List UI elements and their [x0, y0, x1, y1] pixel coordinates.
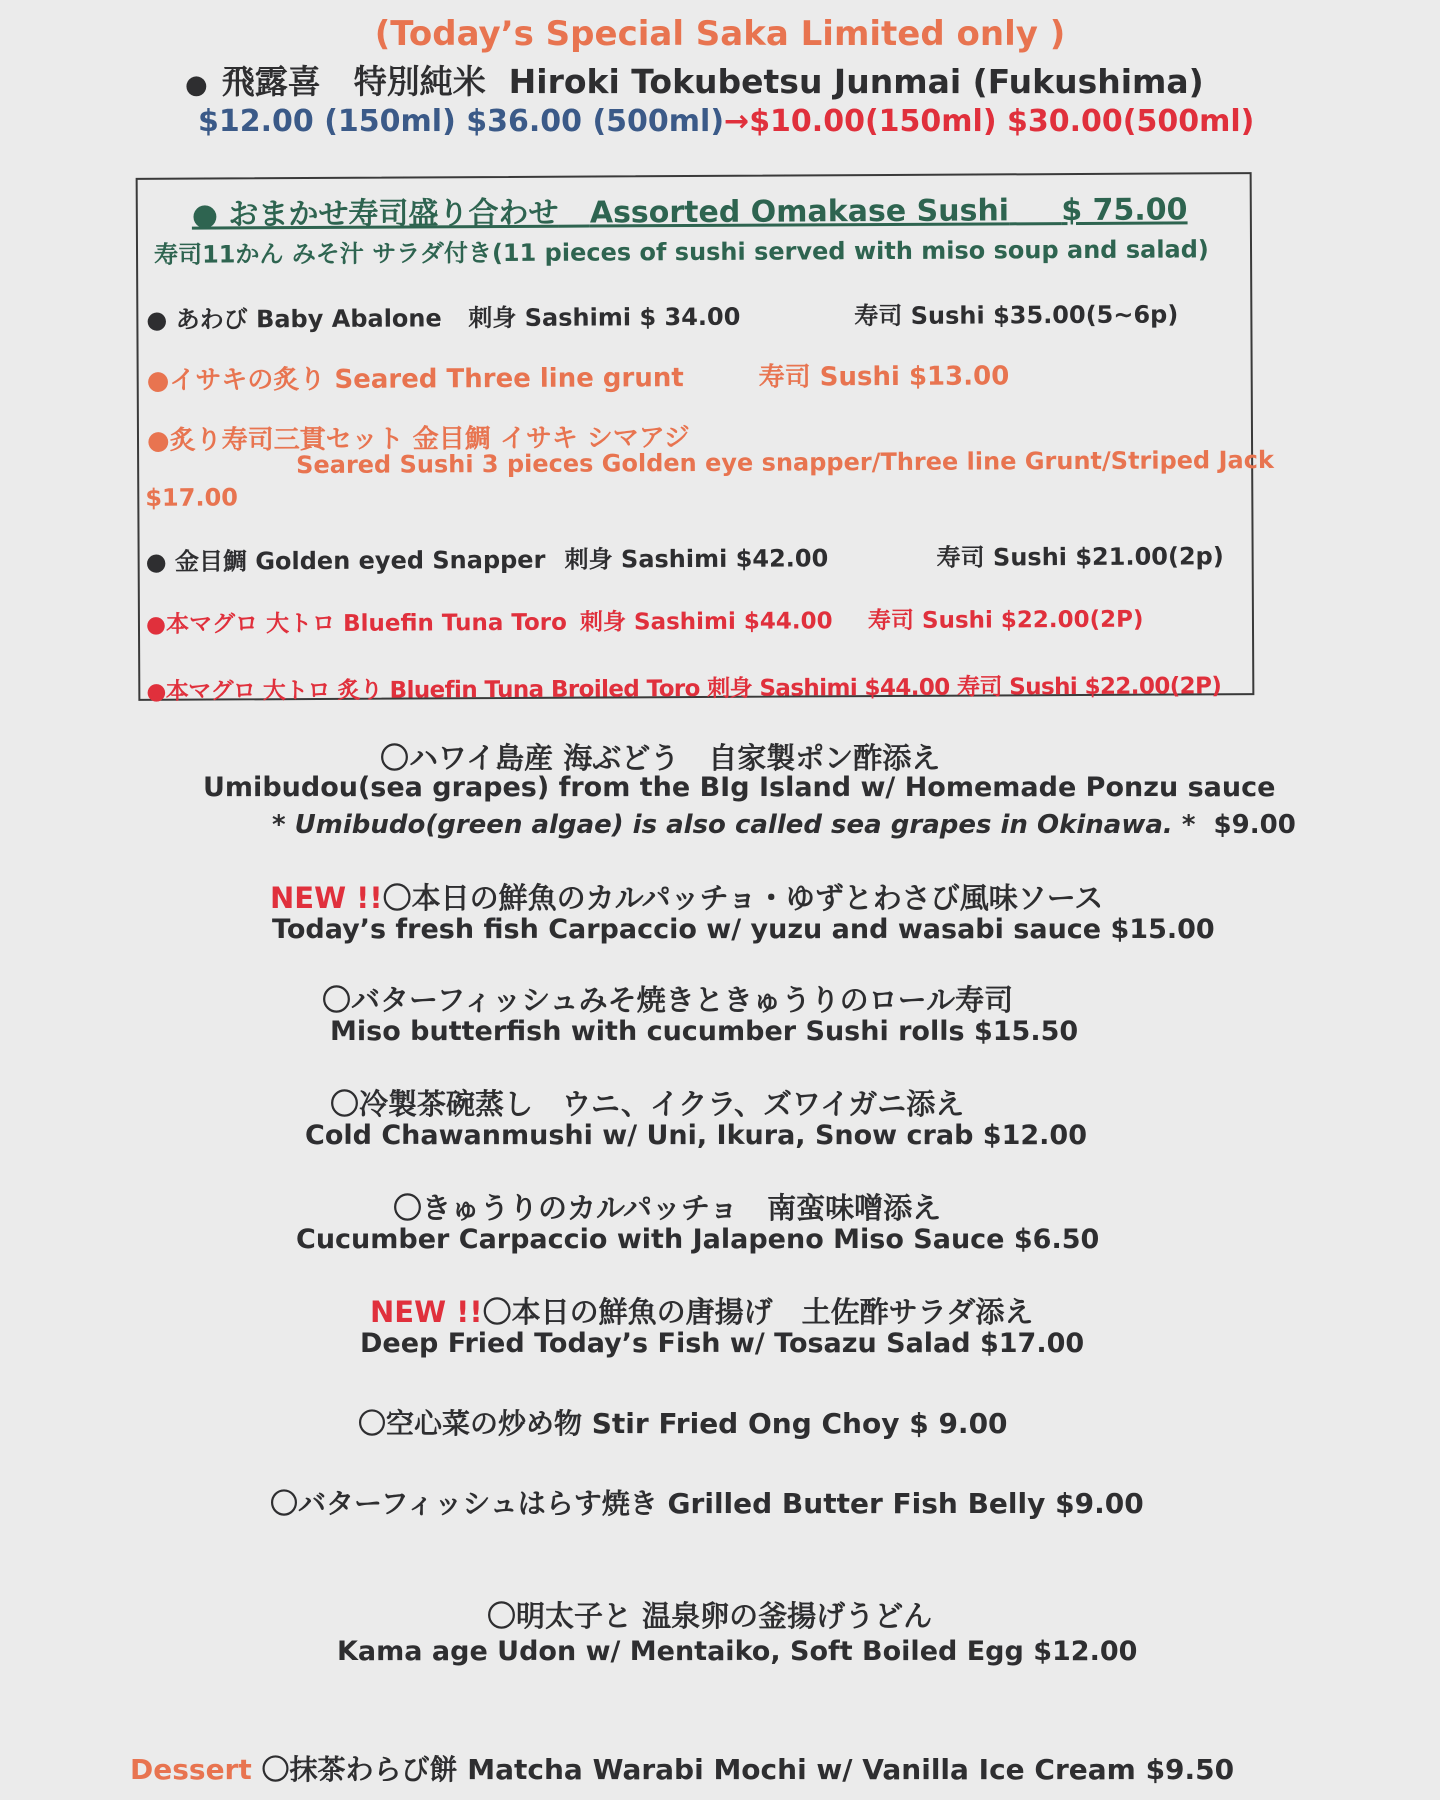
- sake-name-en: Hiroki Tokubetsu Junmai (Fukushima): [508, 62, 1204, 101]
- special-title: (Today’s Special Saka Limited only ): [374, 14, 1066, 54]
- isaki-name: ●イサキの炙り Seared Three line grunt: [146, 363, 684, 396]
- cucumber-ja: 〇きゅうりのカルパッチョ 南蛮味噌添え: [393, 1191, 942, 1225]
- special-prices: [198, 104, 1254, 139]
- kinmedai-sushi: 寿司 Sushi $21.00(2p): [936, 542, 1224, 572]
- omakase-title-ja: ● おまかせ寿司盛り合わせ: [191, 195, 559, 233]
- abalone-sashimi: 刺身 Sashimi $ 34.00: [468, 302, 741, 333]
- umibudou-note-text: * Umibudo(green algae) is also called sea grapes in Okinawa. *: [272, 810, 1196, 840]
- omakase-title: [192, 184, 1188, 233]
- umibudou-en: Umibudou(sea grapes) from the BIg Island w/ Homemade Ponzu sauce: [203, 772, 1276, 803]
- omakase-price: $ 75.00: [1061, 192, 1188, 229]
- cucumber-en: Cucumber Carpaccio with Jalapeno Miso Sauce $6.50: [296, 1224, 1100, 1255]
- toro-sushi: 寿司 Sushi $22.00(2P): [867, 606, 1144, 635]
- arrow-icon: →: [724, 104, 750, 139]
- udon-en: Kama age Udon w/ Mentaiko, Soft Boiled Egg $12.00: [337, 1636, 1138, 1667]
- udon-ja: 〇明太子と 温泉卵の釜揚げうどん: [487, 1599, 933, 1633]
- karaage-en: Deep Fried Today’s Fish w/ Tosazu Salad $17.00: [360, 1328, 1085, 1359]
- abalone-sushi: 寿司 Sushi $35.00(5~6p): [854, 300, 1179, 331]
- ong-choy-line: 〇空心菜の炒め物 Stir Fried Ong Choy $ 9.00: [358, 1407, 1008, 1440]
- dessert-text: 〇抹茶わらび餅 Matcha Warabi Mochi w/ Vanilla Ice Cream $9.50: [261, 1753, 1235, 1786]
- butterfish-belly-line: 〇バターフィッシュはらす焼き Grilled Butter Fish Belly $9.00: [270, 1487, 1144, 1520]
- butterfish-roll-ja: 〇バターフィッシュみそ焼きときゅうりのロール寿司: [322, 983, 1014, 1017]
- umibudou-note: [272, 810, 1296, 840]
- new-badge: NEW !!: [370, 1295, 483, 1329]
- abalone-name: ● あわび Baby Abalone: [146, 304, 442, 334]
- umibudou-price: $9.00: [1213, 810, 1296, 840]
- omakase-box: [136, 172, 1274, 705]
- umibudou-ja: 〇ハワイ島産 海ぶどう 自家製ポン酢添え: [380, 741, 941, 775]
- seared-set-name: ●炙り寿司三貫セット 金目鯛 イサキ シマアジ: [146, 423, 690, 456]
- karaage-ja: 〇本日の鮮魚の唐揚げ 土佐酢サラダ添え: [482, 1295, 1034, 1329]
- kinmedai-name: ● 金目鯛 Golden eyed Snapper: [145, 545, 546, 576]
- special-sake-line: [185, 56, 1204, 103]
- omakase-description: 寿司11かん みそ汁 サラダ付き(11 pieces of sushi served with miso soup and salad): [153, 235, 1209, 269]
- broiled-toro-line: ●本マグロ 大トロ 炙り Bluefin Tuna Broiled Toro 刺身 Sashimi $44.00 寿司 Sushi $22.00(2P): [146, 673, 1222, 705]
- dessert-line: [130, 1748, 1234, 1788]
- carpaccio-ja: 〇本日の鮮魚のカルパッチョ・ゆずとわさび風味ソース: [382, 881, 1104, 915]
- chawanmushi-en: Cold Chawanmushi w/ Uni, Ikura, Snow crab $12.00: [305, 1120, 1087, 1151]
- dessert-label: Dessert: [130, 1753, 252, 1786]
- kinmedai-sashimi: 刺身 Sashimi $42.00: [564, 544, 829, 574]
- new-prices: $10.00(150ml) $30.00(500ml): [749, 104, 1255, 139]
- seared-set-description: Seared Sushi 3 pieces Golden eye snapper/Three line Grunt/Striped Jack: [296, 445, 1274, 480]
- bullet-icon: ●: [185, 70, 208, 100]
- isaki-sushi: 寿司 Sushi $13.00: [758, 361, 1010, 393]
- toro-name: ●本マグロ 大トロ Bluefin Tuna Toro: [145, 609, 567, 638]
- carpaccio-en: Today’s fresh fish Carpaccio w/ yuzu and wasabi sauce $15.00: [272, 914, 1215, 945]
- butterfish-roll-en: Miso butterfish with cucumber Sushi rolls $15.50: [330, 1016, 1079, 1047]
- carpaccio-ja-line: [270, 876, 1103, 917]
- seared-set-price: $17.00: [145, 483, 239, 512]
- sake-name-ja: 飛露喜 特別純米: [221, 62, 486, 101]
- new-badge: NEW !!: [270, 881, 383, 915]
- old-prices: $12.00 (150ml) $36.00 (500ml): [198, 104, 725, 139]
- omakase-title-en: Assorted Omakase Sushi: [589, 193, 1010, 231]
- toro-sashimi: 刺身 Sashimi $44.00: [579, 608, 833, 636]
- karaage-ja-line: [370, 1290, 1033, 1331]
- chawanmushi-ja: 〇冷製茶碗蒸し ウニ、イクラ、ズワイガニ添え: [330, 1087, 965, 1121]
